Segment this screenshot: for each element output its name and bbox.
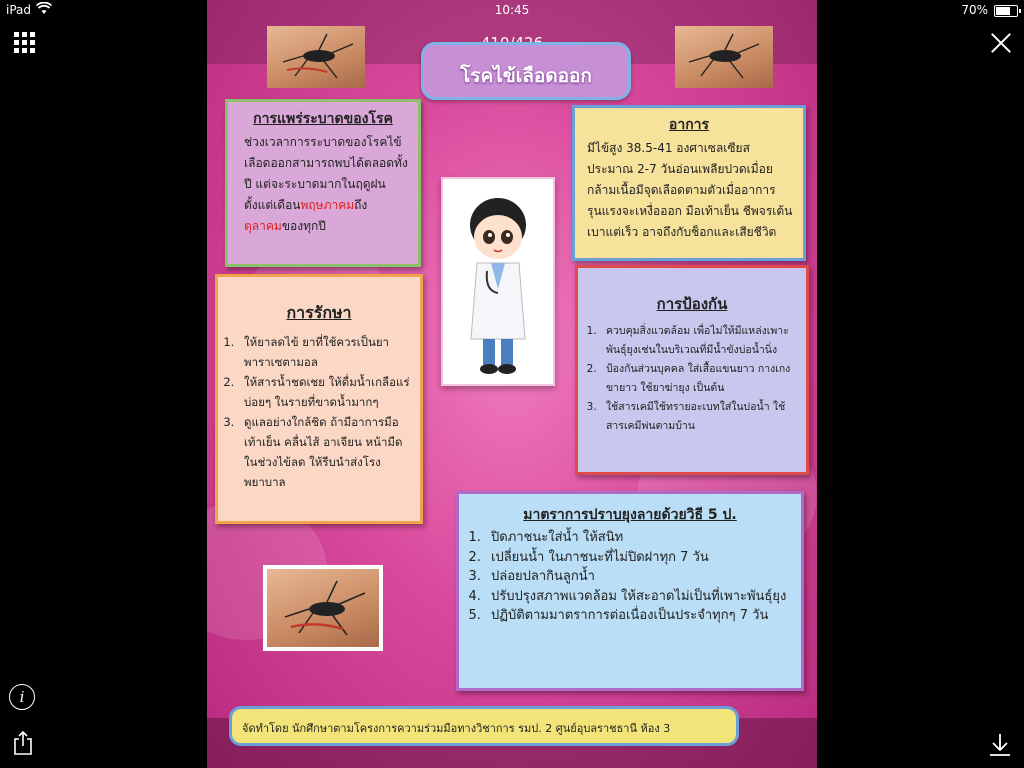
prevention-heading: การป้องกัน	[656, 295, 728, 313]
poster-title-box	[421, 42, 631, 100]
treatment-item: 3. ดูแลอย่างใกล้ชิด ถ้ามีอาการมือเท้าเย็น คลื่นไส้ อาเจียน หน้ามืด ในช่วงไข้ลด ให้รีบนำส่งโรงพยาบาล	[238, 412, 414, 492]
credit-box	[229, 706, 739, 746]
treatment-item: 2. ให้สารน้ำชดเชย ให้ดื่มน้ำเกลือแร่บ่อยๆ ในรายที่ขาดน้ำมากๆ	[238, 372, 414, 412]
symptoms-box	[572, 105, 806, 261]
clock: 10:45	[494, 3, 530, 17]
treatment-list	[218, 332, 420, 492]
measures-item: 2. เปลี่ยนน้ำ ในภาชนะที่ไม่ปิดฝาทุก 7 วัน	[485, 548, 801, 568]
measures-item: 5. ปฏิบัติตามมาตราการต่อเนื่องเป็นประจำทุกๆ 7 วัน	[485, 606, 801, 626]
status-bar	[0, 0, 1024, 20]
spread-box	[225, 99, 421, 267]
measures-item: 3. ปล่อยปลากินลูกน้ำ	[485, 567, 801, 587]
month-october: ตุลาคม	[244, 219, 282, 233]
measures-item: 4. ปรับปรุงสภาพแวดล้อม ให้สะอาดไม่เป็นที่เพาะพันธุ์ยุง	[485, 587, 801, 607]
measures-heading: มาตราการปราบยุงลายด้วยวิธี 5 ป.	[523, 507, 737, 523]
measures-box	[456, 491, 804, 691]
device-name: iPad	[6, 3, 32, 17]
treatment-item: 1. ให้ยาลดไข้ ยาที่ใช้ควรเป็นยาพาราเซตามอล	[238, 332, 414, 372]
prevention-list	[578, 322, 806, 436]
close-icon[interactable]	[988, 30, 1014, 56]
measures-list	[459, 528, 801, 626]
spread-heading: การแพร่ระบาดของโรค	[253, 111, 393, 127]
poster-title: โรคไข้เลือดออก	[460, 65, 592, 87]
symptoms-text: มีไข้สูง 38.5-41 องศาเซลเซียส ประมาณ 2-7 วันอ่อนเพลียปวดเมื่อยกล้ามเนื้อมีจุดเลือดตามตัวเมื่ออาการรุนแรงจะเหงื่อออก มือเท้าเย็น ชีพจรเต้นเบาแต่เร็ว อาจถึงกับช็อกและเสียชีวิต	[587, 141, 793, 239]
prevention-box	[575, 265, 809, 475]
battery-percent: 70%	[961, 3, 988, 17]
download-icon[interactable]	[988, 732, 1012, 758]
month-may: พฤษภาคม	[300, 198, 355, 212]
treatment-heading: การรักษา	[286, 303, 352, 322]
info-icon[interactable]: i	[9, 684, 35, 710]
credit-text: จัดทำโดย นักศึกษาตามโครงการความร่วมมือทางวิชาการ รมป. 2 ศูนย์อุบลราชธานี ห้อง 3	[242, 722, 671, 735]
prevention-item: 3. ใช้สารเคมีใช้ทรายอะเบทใส่ในบ่อน้ำ ใช้สารเคมีพ่นตามบ้าน	[600, 398, 798, 436]
battery-icon	[994, 5, 1018, 17]
doctor-illustration	[441, 177, 555, 386]
prevention-item: 2. ป้องกันส่วนบุคคล ใส่เสื้อแขนยาว กางเกงขายาว ใช้ยาฆ่ายุง เป็นต้น	[600, 360, 798, 398]
spread-text: ช่วงเวลาการระบาดของโรคไข้เลือดออกสามารถพบได้ตลอดทั้งปี แต่จะระบาดมากในฤดูฝน ตั้งแต่เดือนพฤษภาคมถึง ตุลาคมของทุกปี	[244, 135, 408, 233]
poster-image	[207, 0, 817, 768]
prevention-item: 1. ควบคุมสิ่งแวดล้อม เพื่อไม่ให้มีแหล่งเพาะพันธุ์ยุงเช่นในบริเวณที่มีน้ำขังบ่อน้ำนิ่ง	[600, 322, 798, 360]
treatment-box	[215, 274, 423, 524]
grid-icon[interactable]	[14, 32, 36, 54]
mosquito-photo-bottom	[263, 565, 383, 651]
symptoms-heading: อาการ	[668, 117, 710, 133]
share-icon[interactable]	[12, 730, 34, 756]
measures-item: 1. ปิดภาชนะใส่น้ำ ให้สนิท	[485, 528, 801, 548]
